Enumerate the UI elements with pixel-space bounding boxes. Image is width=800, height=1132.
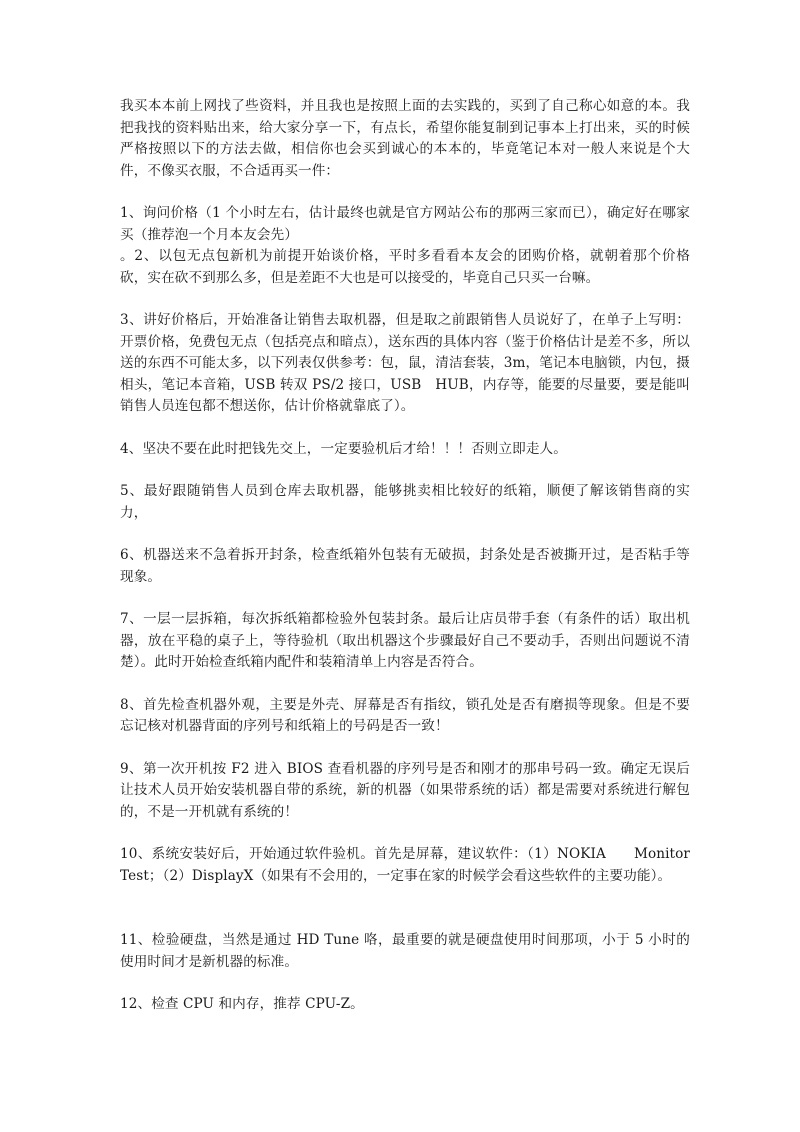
step-3-paragraph: 3、讲好价格后，开始准备让销售去取机器，但是取之前跟销售人员说好了，在单子上写明：开票价格，免费包无点（包括亮点和暗点），送东西的具体内容（鉴于价格估计是差不多，所以送的东西不可能太多，以下列表仅供参考：包，鼠，清洁套装，3m，笔记本电脑锁，内包，摄相头，笔记本音箱，USB 转双 PS/2 接口，USB HUB，内存等，能要的尽量要，要是能叫销售人员连包都不想送你，估计价格就靠底了）。 (120, 312, 690, 414)
step-8-paragraph: 8、首先检查机器外观，主要是外壳、屏幕是否有指纹，锁孔处是否有磨损等现象。但是不要忘记核对机器背面的序列号和纸箱上的号码是否一致！ (120, 696, 690, 734)
step-11-paragraph: 11、检验硬盘，当然是通过 HD Tune 咯，最重要的就是硬盘使用时间那项，小于 5 小时的使用时间才是新机器的标准。 (120, 932, 690, 970)
step-4-paragraph: 4、坚决不要在此时把钱先交上，一定要验机后才给！！！否则立即走人。 (120, 440, 567, 457)
step-7-paragraph: 7、一层一层拆箱，每次拆纸箱都检验外包装封条。最后让店员带手套（有条件的话）取出机器，放在平稳的桌子上，等待验机（取出机器这个步骤最好自己不要动手，否则出问题说不清楚）。此时开始检查纸箱内配件和装箱清单上内容是否符合。 (120, 611, 690, 670)
intro-paragraph: 我买本本前上网找了些资料，并且我也是按照上面的去实践的，买到了自己称心如意的本。我把我找的资料贴出来，给大家分享一下，有点长，希望你能复制到记事本上打出来，买的时候严格按照以下的方法去做，相信你也会买到诚心的本本的，毕竟笔记本对一般人来说是个大件，不像买衣服，不合适再买一件： (120, 98, 690, 179)
step-1-paragraph: 1、询问价格（1 个小时左右，估计最终也就是官方网站公布的那两三家而已），确定好在哪家买（推荐泡一个月本友会先） (120, 205, 690, 243)
step-5-paragraph: 5、最好跟随销售人员到仓库去取机器，能够挑卖相比较好的纸箱，顺便了解该销售商的实力， (120, 483, 690, 521)
step-10-paragraph: 10、系统安装好后，开始通过软件验机。首先是屏幕，建议软件：（1）NOKIA Monitor Test；（2）DisplayX（如果有不会用的，一定事在家的时候学会看这些软件的主要功能）。 (120, 846, 690, 884)
step-6-paragraph: 6、机器送来不急着拆开封条，检查纸箱外包装有无破损，封条处是否被撕开过，是否粘手等现象。 (120, 547, 690, 585)
step-9-paragraph: 9、第一次开机按 F2 进入 BIOS 查看机器的序列号是否和刚才的那串号码一致。确定无误后让技术人员开始安装机器自带的系统，新的机器（如果带系统的话）都是需要对系统进行解包的，不是一开机就有系统的！ (120, 760, 690, 820)
step-12-paragraph: 12、检查 CPU 和内存，推荐 CPU-Z。 (120, 996, 364, 1012)
step-2-paragraph: 。2、以包无点包新机为前提开始谈价格，平时多看看本友会的团购价格，就朝着那个价格砍，实在砍不到那么多，但是差距不大也是可以接受的，毕竟自己只买一台嘛。 (120, 248, 690, 286)
document-body (120, 96, 690, 1016)
